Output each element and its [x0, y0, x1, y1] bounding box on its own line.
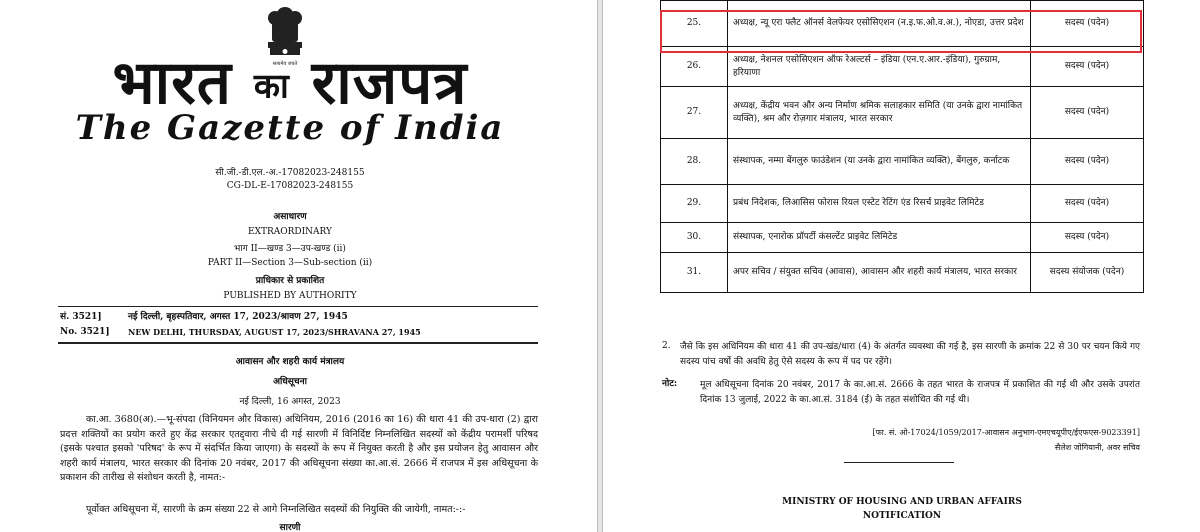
- table-row: [661, 185, 1144, 223]
- row-description: अध्यक्ष, केंद्रीय भवन और अन्य निर्माण श्रमिक सलाहकार समिति (या उनके द्वारा नामांकित व्यक्ति), श्रम और रोज़गार मंत्रालय, भारत सरकार: [728, 87, 1031, 139]
- place-date-hindi: नई दिल्ली, 16 अगस्त, 2023: [239, 397, 341, 407]
- table-row: [661, 253, 1144, 293]
- page-divider: [597, 0, 603, 532]
- code-hindi: सी.जी.-डी.एल.-अ.-17082023-248155: [215, 168, 365, 178]
- table-row: [661, 87, 1144, 139]
- rule-bottom: [58, 342, 538, 344]
- row-role: सदस्य (पदेन): [1031, 1, 1144, 47]
- row-role: सदस्य (पदेन): [1031, 87, 1144, 139]
- row-number: 26.: [661, 47, 728, 87]
- row-number: 27.: [661, 87, 728, 139]
- table-heading-cut: सारणी: [279, 523, 301, 532]
- notification-english: NOTIFICATION: [862, 511, 942, 521]
- row-role: सदस्य (पदेन): [1031, 185, 1144, 223]
- body-paragraph-2: पूर्वोक्त अधिसूचना में, सारणी के क्रम संख्या 22 से आगे निम्नलिखित सदस्यों की नियुक्ति की जायेगी, नामत:-:-: [86, 504, 466, 515]
- table-row: [661, 139, 1144, 185]
- rule-top: [58, 306, 538, 307]
- row-description: संस्थापक, एनारोक प्रॉपर्टी कंसल्टेंट प्राइवेट लिमिटेड: [728, 223, 1031, 253]
- row-number: 29.: [661, 185, 728, 223]
- masthead-english: The Gazette of India: [75, 108, 505, 148]
- type-english: EXTRAORDINARY: [248, 227, 332, 237]
- highlight-box: [660, 10, 1142, 53]
- signatory: सैलेश जोगियानी, अवर सचिव: [1054, 443, 1140, 452]
- masthead-bharat: भारत: [112, 48, 232, 118]
- row-description: संस्थापक, नम्मा बेंगलुरु फाउंडेशन (या उनके द्वारा नामांकित व्यक्ति), बेंगलुरु, कर्नाटक: [728, 139, 1031, 185]
- issue-no-english: No. 3521]: [60, 327, 110, 337]
- row-description: अपर सचिव / संयुक्त सचिव (आवास), आवासन और शहरी कार्य मंत्रालय, भारत सरकार: [728, 253, 1031, 293]
- gazette-table-page: [604, 0, 1200, 532]
- para2-number: 2.: [662, 341, 671, 351]
- masthead-ka: का: [253, 66, 290, 107]
- issue-no-hindi: सं. 3521]: [60, 312, 102, 322]
- row-role: सदस्य (पदेन): [1031, 47, 1144, 87]
- gazette-front-page: [0, 0, 596, 532]
- file-reference: [फा. सं. ओ-17024/1059/2017-आवासन अनुभाग-एमएचयूपीए/ईएफएस-9023391]: [872, 428, 1140, 437]
- row-description: प्रबंध निदेशक, लिआसिस फोरास रियल एस्टेट रेटिंग एंड रिसर्च प्राइवेट लिमिटेड: [728, 185, 1031, 223]
- part-hindi: भाग II—खण्ड 3—उप-खण्ड (ii): [234, 244, 346, 254]
- note-text: मूल अधिसूचना दिनांक 20 नवंबर, 2017 के का.आ.सं. 2666 के तहत भारत के राजपत्र में प्रकाशित की गई थी और उसके उपरांत दिनांक 13 जुलाई, 2022 के का.आ.सं. 3184 (ई) के तहत संशोधित की गई थी।: [700, 380, 1140, 405]
- issue-date-english: NEW DELHI, THURSDAY, AUGUST 17, 2023/SHRAVANA 27, 1945: [128, 327, 421, 337]
- row-number: 30.: [661, 223, 728, 253]
- row-number: 31.: [661, 253, 728, 293]
- authority-english: PUBLISHED BY AUTHORITY: [223, 291, 357, 301]
- para2-text: जैसे कि इस अधिनियम की धारा 41 की उप-खंड/धारा (4) के अंतर्गत व्यवस्था की गई है, इस सारणी के क्रमांक 22 से 30 पर चयन किये गए सदस्य पांच वर्षो की अवधि हेतु ऐसे सदस्य के रूप में पद पर रहेंगे।: [680, 342, 1140, 367]
- type-hindi: असाधारण: [273, 212, 307, 222]
- note-label: नोट:: [662, 379, 678, 389]
- ministry-english: MINISTRY OF HOUSING AND URBAN AFFAIRS: [782, 497, 1022, 507]
- code-english: CG-DL-E-17082023-248155: [226, 181, 354, 191]
- ministry-hindi: आवासन और शहरी कार्य मंत्रालय: [235, 357, 345, 367]
- emblem-motto: सत्यमेव जयते: [272, 61, 298, 67]
- row-role: सदस्य संयोजक (पदेन): [1031, 253, 1144, 293]
- row-description: अध्यक्ष, नेशनल एसोसिएशन ऑफ रेअल्टर्स – इंडिया (एन.ए.आर.-इंडिया), गुरुग्राम, हरियाणा: [728, 47, 1031, 87]
- body-paragraph-1: का.आ. 3680(अ).—भू-संपदा (विनियमन और विकास) अधिनियम, 2016 (2016 का 16) की धारा 41 की उप-धारा (2) द्वारा प्रदत्त शक्तियों का प्रयोग करते हुए केंद्र सरकार एतद्द्वारा नीचे दी गई सारणी में विनिर्दिष्ट निम्नलिखित सदस्यों को केंद्रीय परामर्शी परिषद (इसके पश्चात इसको 'परिषद' के रूप में संदर्भित किया जाएगा) के सदस्यों के रूप में नियुक्त करती है और इस प्रयोजन हेतु आवासन और शहरी कार्य मंत्रालय, भारत सरकार की दिनांक 20 नवंबर, 2017 की अधिसूचना संख्या का.आ.सं. 2666 में राजपत्र में इस अधिसूचना के प्रकाशन की तारीख से संशोधन करती है, नामत:-: [60, 414, 538, 483]
- row-number: 28.: [661, 139, 728, 185]
- masthead-rajpatra: राजपत्र: [311, 48, 468, 118]
- notification-hindi: अधिसूचना: [273, 377, 307, 387]
- row-role: सदस्य (पदेन): [1031, 139, 1144, 185]
- separator-rule: [844, 462, 954, 463]
- table-row: [661, 223, 1144, 253]
- authority-hindi: प्राधिकार से प्रकाशित: [255, 276, 325, 286]
- row-role: सदस्य (पदेन): [1031, 223, 1144, 253]
- row-number: 25.: [661, 1, 728, 47]
- row-description: अध्यक्ष, न्यू एरा फ्लैट ऑनर्स वेलफेयर एसोसिएशन (न.इ.फ.ओ.व.अ.), नोएडा, उत्तर प्रदेश: [728, 1, 1031, 47]
- part-english: PART II—Section 3—Sub-section (ii): [207, 258, 373, 268]
- issue-date-hindi: नई दिल्ली, बृहस्पतिवार, अगस्त 17, 2023/श्रावण 27, 1945: [128, 312, 348, 322]
